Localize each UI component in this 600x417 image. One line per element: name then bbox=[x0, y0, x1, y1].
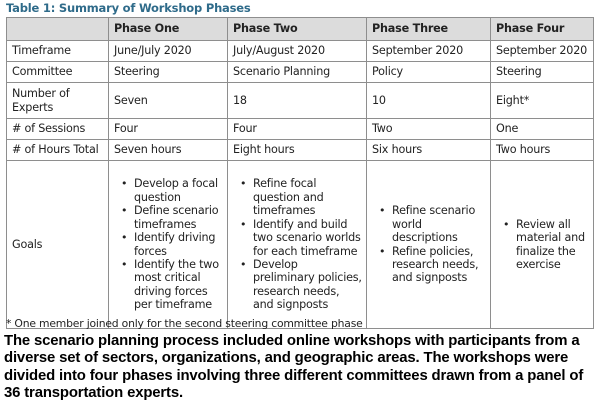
table-cell: Two bbox=[367, 119, 491, 140]
table-row bbox=[7, 140, 594, 161]
table-cell: July/August 2020 bbox=[228, 41, 367, 62]
table-cell: 18 bbox=[228, 83, 367, 119]
row-label: Committee bbox=[7, 62, 109, 83]
table-cell: Four bbox=[109, 119, 228, 140]
table-cell: Eight hours bbox=[228, 140, 367, 161]
goal-list bbox=[114, 177, 223, 311]
header-corner bbox=[7, 18, 109, 41]
goal-item: • Develop preliminary policies, research needs, and signposts bbox=[253, 258, 362, 312]
goal-item: • Review all material and finalize the exercise bbox=[516, 218, 589, 272]
table-cell: Steering bbox=[491, 62, 594, 83]
table-cell: Six hours bbox=[367, 140, 491, 161]
table-cell: Seven hours bbox=[109, 140, 228, 161]
goal-item: • Refine scenario world descriptions bbox=[392, 204, 486, 244]
table-cell: Steering bbox=[109, 62, 228, 83]
row-label: # of Sessions bbox=[7, 119, 109, 140]
table-header-row bbox=[7, 18, 594, 41]
header-phase-one: Phase One bbox=[109, 18, 228, 41]
table-row bbox=[7, 83, 594, 119]
goal-list bbox=[496, 218, 589, 272]
goal-item: • Identify and build two scenario worlds for each timeframe bbox=[253, 218, 362, 258]
goals-cell-phase-three bbox=[367, 161, 491, 329]
header-phase-two: Phase Two bbox=[228, 18, 367, 41]
table-row bbox=[7, 41, 594, 62]
goal-list bbox=[372, 204, 486, 284]
figure-caption: The scenario planning process included online workshops with participants from a diverse set of sectors, organizations, and geographic areas. The workshops were divided into four phases involving three different committees drawn from a panel of 36 transportation experts. bbox=[4, 333, 584, 401]
table-row-goals bbox=[7, 161, 594, 329]
header-phase-four: Phase Four bbox=[491, 18, 594, 41]
goal-item: • Identify the two most critical driving forces per timeframe bbox=[134, 258, 223, 312]
table-cell: Policy bbox=[367, 62, 491, 83]
table-cell: Scenario Planning bbox=[228, 62, 367, 83]
table-title: Table 1: Summary of Workshop Phases bbox=[6, 1, 251, 15]
row-label: # of Hours Total bbox=[7, 140, 109, 161]
goal-item: • Refine policies, research needs, and signposts bbox=[392, 245, 486, 285]
table-cell: 10 bbox=[367, 83, 491, 119]
goal-item: • Develop a focal question bbox=[134, 177, 223, 204]
row-label: Goals bbox=[7, 161, 109, 329]
row-label: Timeframe bbox=[7, 41, 109, 62]
table-cell: Eight* bbox=[491, 83, 594, 119]
table-cell: September 2020 bbox=[491, 41, 594, 62]
table-cell: Two hours bbox=[491, 140, 594, 161]
goals-cell-phase-one bbox=[109, 161, 228, 329]
goals-cell-phase-two bbox=[228, 161, 367, 329]
table-cell: Seven bbox=[109, 83, 228, 119]
goal-item: • Define scenario timeframes bbox=[134, 204, 223, 231]
header-phase-three: Phase Three bbox=[367, 18, 491, 41]
goal-item: • Identify driving forces bbox=[134, 231, 223, 258]
row-label: Number of Experts bbox=[7, 83, 109, 119]
table-cell: Four bbox=[228, 119, 367, 140]
goals-cell-phase-four bbox=[491, 161, 594, 329]
table-cell: June/July 2020 bbox=[109, 41, 228, 62]
table-row bbox=[7, 62, 594, 83]
table-row bbox=[7, 119, 594, 140]
goal-item: • Refine focal question and timeframes bbox=[253, 177, 362, 217]
table-cell: One bbox=[491, 119, 594, 140]
goal-list bbox=[233, 177, 362, 311]
workshop-phases-table bbox=[6, 17, 594, 329]
table-footnote: * One member joined only for the second steering committee phase bbox=[6, 317, 363, 330]
table-cell: September 2020 bbox=[367, 41, 491, 62]
